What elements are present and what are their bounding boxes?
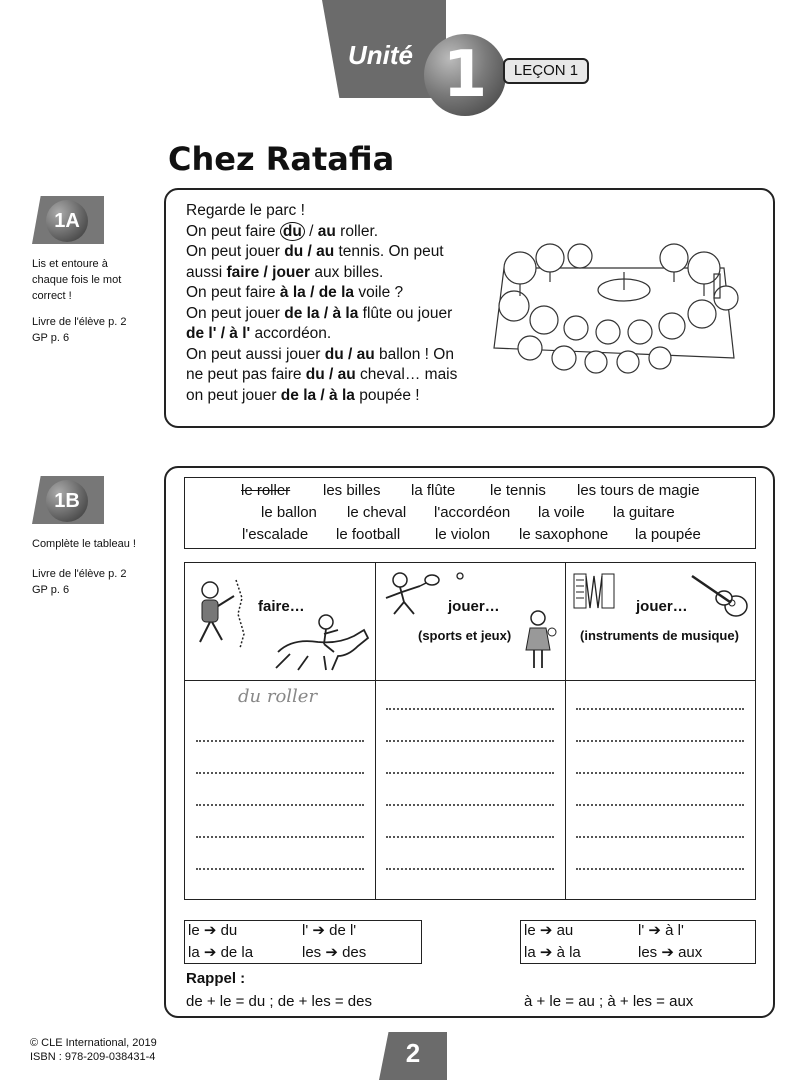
word-bank-item: le tennis bbox=[490, 482, 546, 499]
col2-header: jouer… bbox=[448, 598, 500, 615]
badge-1b: 1B bbox=[46, 480, 88, 522]
rule-le-du: le ➔ du bbox=[188, 922, 238, 939]
exercise-1a-line: on peut jouer de la / à la poupée ! bbox=[186, 386, 420, 404]
word-bank bbox=[184, 477, 756, 549]
answer-line[interactable] bbox=[576, 836, 744, 838]
accordion-icon bbox=[572, 570, 616, 614]
answer-line[interactable] bbox=[196, 868, 364, 870]
exercise-1a-text bbox=[186, 201, 496, 406]
answer-line[interactable] bbox=[576, 772, 744, 774]
exercise-1a-line: ne peut pas faire du / au cheval… mais bbox=[186, 366, 458, 383]
word-bank-item: la flûte bbox=[411, 482, 456, 499]
ref-gp-1b: GP p. 6 bbox=[32, 584, 70, 596]
word-bank-item: le cheval bbox=[347, 504, 407, 521]
exercise-1a-line: de l' / à l' accordéon. bbox=[186, 325, 332, 342]
example-answer: du roller bbox=[238, 686, 318, 707]
word-bank-item: le violon bbox=[435, 526, 491, 543]
rule-le-au: le ➔ au bbox=[524, 922, 574, 939]
climber-icon bbox=[190, 578, 250, 648]
exercise-1a-line: On peut jouer de la / à la flûte ou jouer bbox=[186, 304, 453, 322]
answer-line[interactable] bbox=[386, 740, 554, 742]
col2-subheader: (sports et jeux) bbox=[418, 628, 512, 643]
rule-la-a-la: la ➔ à la bbox=[524, 944, 581, 961]
park-illustration bbox=[484, 228, 746, 376]
circled-answer[interactable]: du bbox=[280, 222, 305, 241]
word-bank-item: la poupée bbox=[635, 526, 701, 543]
ref-gp-1a: GP p. 6 bbox=[32, 332, 70, 344]
page-number: 2 bbox=[405, 1038, 421, 1068]
answer-line[interactable] bbox=[386, 868, 554, 870]
answer-line[interactable] bbox=[576, 804, 744, 806]
rule-les-aux: les ➔ aux bbox=[638, 944, 703, 961]
unit-number: 1 bbox=[442, 38, 488, 112]
answer-line[interactable] bbox=[576, 868, 744, 870]
rappel-a: à + le = au ; à + les = aux bbox=[524, 993, 694, 1010]
word-bank-item: l'accordéon bbox=[434, 504, 511, 521]
word-bank-item: la guitare bbox=[613, 504, 675, 521]
exercise-1a-line: aussi faire / jouer aux billes. bbox=[186, 263, 384, 281]
answer-line[interactable] bbox=[386, 708, 554, 710]
exercise-1a-line: Regarde le parc ! bbox=[186, 202, 305, 219]
table-header-divider bbox=[185, 680, 755, 681]
answer-line[interactable] bbox=[196, 836, 364, 838]
copyright: © CLE International, 2019 bbox=[30, 1037, 157, 1049]
answer-line[interactable] bbox=[576, 708, 744, 710]
answer-line[interactable] bbox=[386, 836, 554, 838]
rule-les-des: les ➔ des bbox=[302, 944, 367, 961]
exercise-1a-line: On peut faire à la / de la voile ? bbox=[186, 284, 404, 301]
footer-credits bbox=[30, 1036, 157, 1064]
word-bank-item: l'escalade bbox=[242, 526, 309, 543]
word-bank-item: les tours de magie bbox=[577, 482, 700, 499]
word-bank-item: le saxophone bbox=[519, 526, 609, 543]
answer-line[interactable] bbox=[386, 804, 554, 806]
col3-header: jouer… bbox=[636, 598, 688, 615]
rule-la-de-la: la ➔ de la bbox=[188, 944, 254, 961]
lecon-label: LEÇON 1 bbox=[503, 58, 589, 84]
page-title: Chez Ratafia bbox=[168, 140, 395, 178]
instruction-1a: Lis et entoure à chaque fois le mot correct ! Livre de l'élève p. 2 GP p. 6 bbox=[32, 256, 142, 346]
word-bank-item: le ballon bbox=[261, 504, 317, 521]
rule-l-a-l: l' ➔ à l' bbox=[638, 922, 684, 939]
word-bank-item: le roller bbox=[241, 482, 291, 499]
rappel-label: Rappel : bbox=[186, 970, 246, 987]
word-bank-item: les billes bbox=[323, 482, 381, 499]
answer-line[interactable] bbox=[196, 804, 364, 806]
girl-with-doll-icon bbox=[524, 608, 558, 670]
ref-livre-1b: Livre de l'élève p. 2 bbox=[32, 568, 127, 580]
horse-rider-icon bbox=[268, 612, 376, 674]
badge-1a: 1A bbox=[46, 200, 88, 242]
answer-line[interactable] bbox=[196, 772, 364, 774]
isbn: ISBN : 978-209-038431-4 bbox=[30, 1051, 156, 1063]
ref-livre-1a: Livre de l'élève p. 2 bbox=[32, 316, 127, 328]
rappel-de: de + le = du ; de + les = des bbox=[186, 993, 372, 1010]
table-divider bbox=[565, 563, 566, 899]
rule-l-de-l: l' ➔ de l' bbox=[302, 922, 357, 939]
guitar-icon bbox=[690, 574, 752, 620]
instruction-1b: Complète le tableau ! Livre de l'élève p. 2 GP p. 6 bbox=[32, 536, 152, 598]
exercise-1a-line: On peut faire du / au roller. bbox=[186, 222, 379, 240]
col3-subheader: (instruments de musique) bbox=[580, 628, 739, 643]
col1-header: faire… bbox=[258, 598, 305, 615]
exercise-1a-line: On peut aussi jouer du / au ballon ! On bbox=[186, 345, 454, 363]
word-bank-item: la voile bbox=[538, 504, 585, 521]
unite-label: Unité bbox=[348, 40, 413, 70]
answer-line[interactable] bbox=[386, 772, 554, 774]
answer-line[interactable] bbox=[576, 740, 744, 742]
exercise-1a-line: On peut jouer du / au tennis. On peut bbox=[186, 243, 444, 260]
word-bank-item: le football bbox=[336, 526, 401, 543]
answer-line[interactable] bbox=[196, 740, 364, 742]
